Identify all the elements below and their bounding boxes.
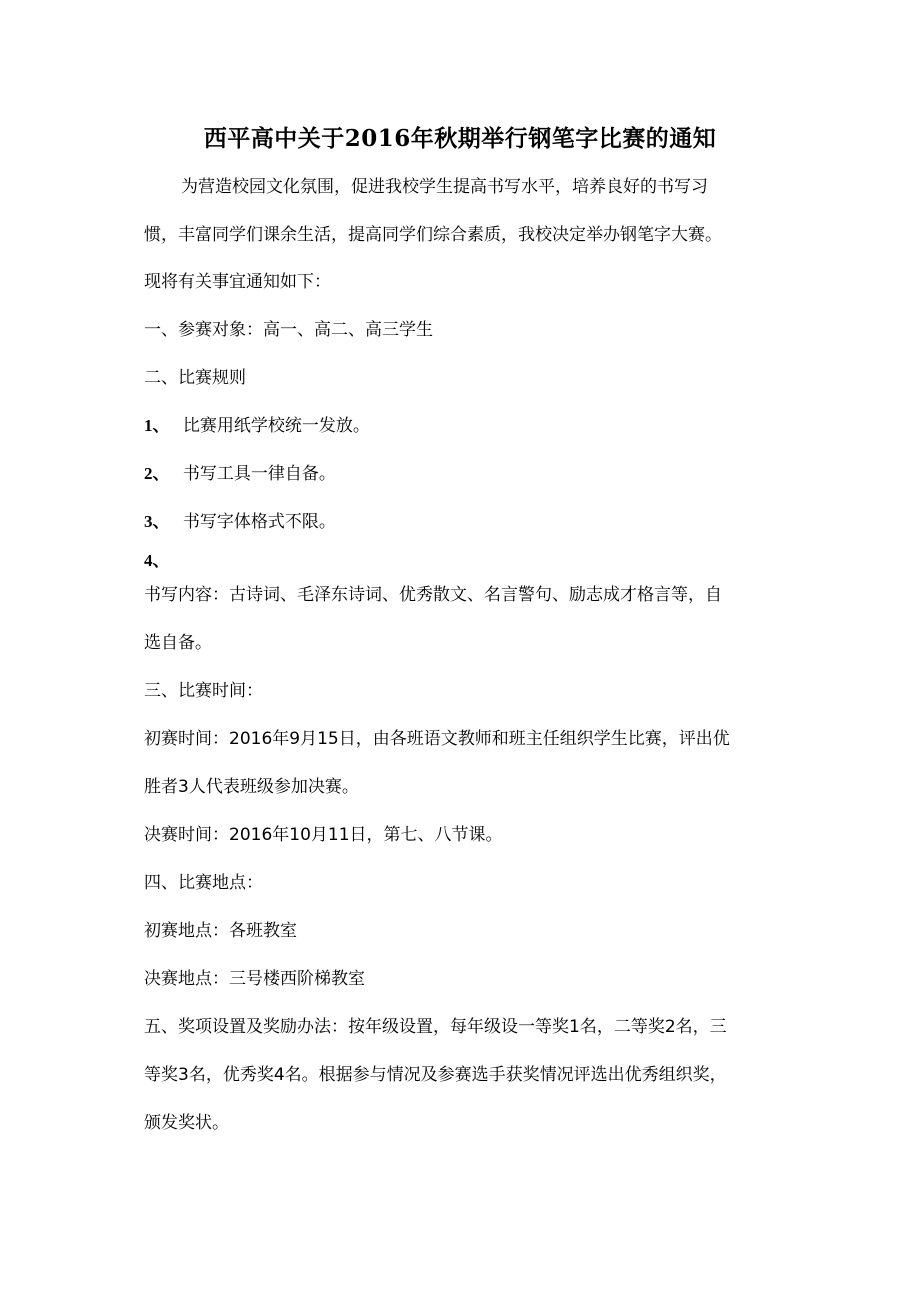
section-4-heading: 四、比赛地点： [144,873,263,893]
rule-3 [144,511,784,533]
rule-4-text-line-2: 选自备。 [144,633,212,653]
rule-1-number: 1、 [144,416,170,435]
intro-line-1: 为营造校园文化氛围，促进我校学生提高书写水平，培养良好的书写习 [181,177,708,197]
rule-2-number: 2、 [144,464,170,483]
section-5-line-2: 等奖3名，优秀奖4名。根据参与情况及参赛选手获奖情况评选出优秀组织奖， [144,1065,727,1085]
rule-1-text: 比赛用纸学校统一发放。 [182,416,370,436]
rule-2-text: 书写工具一律自备。 [182,464,336,484]
rule-1 [144,415,784,437]
prelim-time-line-2: 胜者3人代表班级参加决赛。 [144,777,359,797]
rule-3-number: 3、 [144,512,170,531]
rule-2 [144,463,784,485]
section-5-line-3: 颁发奖状。 [144,1113,229,1133]
rule-3-text: 书写字体格式不限。 [182,512,336,532]
final-location: 决赛地点：三号楼西阶梯教室 [144,969,365,989]
section-5-line-1: 五、奖项设置及奖励办法：按年级设置，每年级设一等奖1名，二等奖2名，三 [144,1017,727,1037]
intro-line-2: 惯，丰富同学们课余生活，提高同学们综合素质，我校决定举办钢笔字大赛。 [144,225,722,245]
document-title: 西平高中关于2016年秋期举行钢笔字比赛的通知 [203,125,717,152]
rule-4-number: 4、 [144,551,170,570]
final-time: 决赛时间：2016年10月11日，第七、八节课。 [144,825,503,845]
intro-line-3: 现将有关事宜通知如下： [144,272,331,292]
prelim-location: 初赛地点：各班教室 [144,921,297,941]
section-2-heading: 二、比赛规则 [144,368,246,388]
prelim-time-line-1: 初赛时间：2016年9月15日，由各班语文教师和班主任组织学生比赛，评出优 [144,729,730,749]
section-3-heading: 三、比赛时间： [144,681,263,701]
section-1-target: 一、参赛对象：高一、高二、高三学生 [144,320,433,340]
rule-4-text-line-1: 书写内容：古诗词、毛泽东诗词、优秀散文、名言警句、励志成才格言等，自 [144,585,722,605]
rule-4 [144,550,784,572]
